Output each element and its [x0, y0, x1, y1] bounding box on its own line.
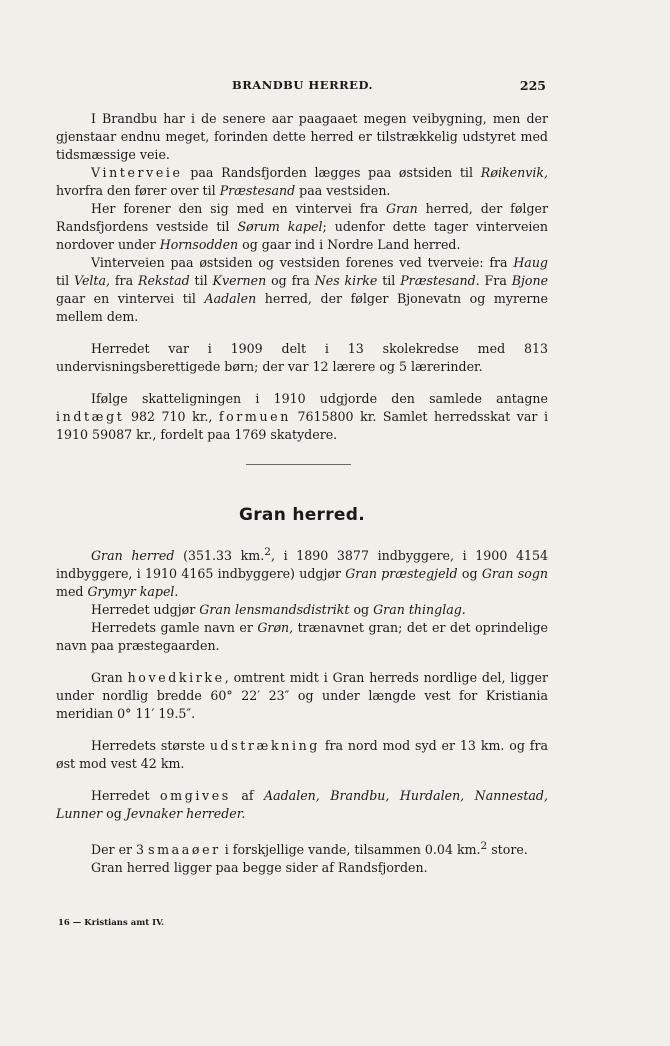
paragraph-randsfjorden: Gran herred ligger paa begge sider af Randsfjorden.: [91, 860, 428, 876]
paragraph-extent: Herredets største udstrækning fra nord mod syd er 13 km. og fra øst mod vest 42 km.: [56, 738, 548, 772]
paragraph-schools: Herredet var i 1909 delt i 13 skolekredse med 813 undervisningsberettigede børn; der var 12 lærere og 5 lærerinder.: [56, 341, 548, 374]
paragraph-borders: Herredet omgives af Aadalen, Brandbu, Hurdalen, Nannestad, Lunner og Jevnaker herreder.: [56, 788, 548, 822]
paragraph-gran-name: Herredets gamle navn er Grøn, trænavnet gran; det er det oprindelige navn paa præstegaarden.: [56, 620, 548, 654]
paragraph-gran-district: Herredet udgjør Gran lensmandsdistrikt og Gran thinglag.: [91, 602, 466, 618]
page-body: [56, 110, 548, 877]
section-divider: [246, 464, 351, 465]
section-title: Gran herred.: [239, 505, 365, 525]
paragraph-islands: Der er 3 smaaøer i forskjellige vande, tilsammen 0.04 km.$^2$ store.: [91, 840, 528, 858]
printer-signature: 16 — Kristians amt IV.: [58, 918, 165, 928]
paragraph-main-church: Gran hovedkirke, omtrent midt i Gran herreds nordlige del, ligger under nordlig bredde 60° 22′ 23″ og under længde vest for Kristiania meridian 0° 11′ 19.5″.: [56, 670, 549, 722]
page-header: [56, 78, 546, 96]
paragraph-gran-road: Her forener den sig med en vintervei fra Gran herred, der følger Randsfjordens vestside til Sørum kapel; udenfor dette tager vinterveien nordover under Hornsodden og gaar ind i Nordre Land herred.: [56, 201, 548, 252]
running-title: BRANDBU HERRED.: [232, 78, 374, 92]
paragraph-winter-roads: Vinterveie paa Randsfjorden lægges paa østsiden til Røikenvik, hvorfra den fører over til Præstesand paa vestsiden.: [56, 165, 548, 198]
page-number: 225: [519, 78, 546, 93]
paragraph-cross-roads: Vinterveien paa østsiden og vestsiden forenes ved tverveie: fra Haug til Velta, fra Rekstad til Kvernen og fra Nes kirke til Præstesand. Fra Bjone gaar en vintervei til Aadalen herred, der følger Bjonevatn og myrerne mellem dem.: [56, 255, 549, 324]
paragraph-taxes: Ifølge skatteligningen i 1910 udgjorde den samlede antagne indtægt 982 710 kr., formuen 7615800 kr. Samlet herredsskat var i 1910 59087 kr., fordelt paa 1769 skatydere.: [56, 391, 548, 442]
paragraph-road-building: I Brandbu har i de senere aar paagaaet megen veibygning, men der gjenstaar endnu meget, forinden dette herred er tilstrækkelig udstyret med tidsmæssige veie.: [56, 111, 548, 162]
paragraph-gran-overview: Gran herred (351.33 km.$^2$, i 1890 3877 indbyggere, i 1900 4154 indbyggere, i 1910 4165 indbyggere) udgjør Gran præstegjeld og Gran sogn med Grymyr kapel.: [56, 546, 549, 600]
